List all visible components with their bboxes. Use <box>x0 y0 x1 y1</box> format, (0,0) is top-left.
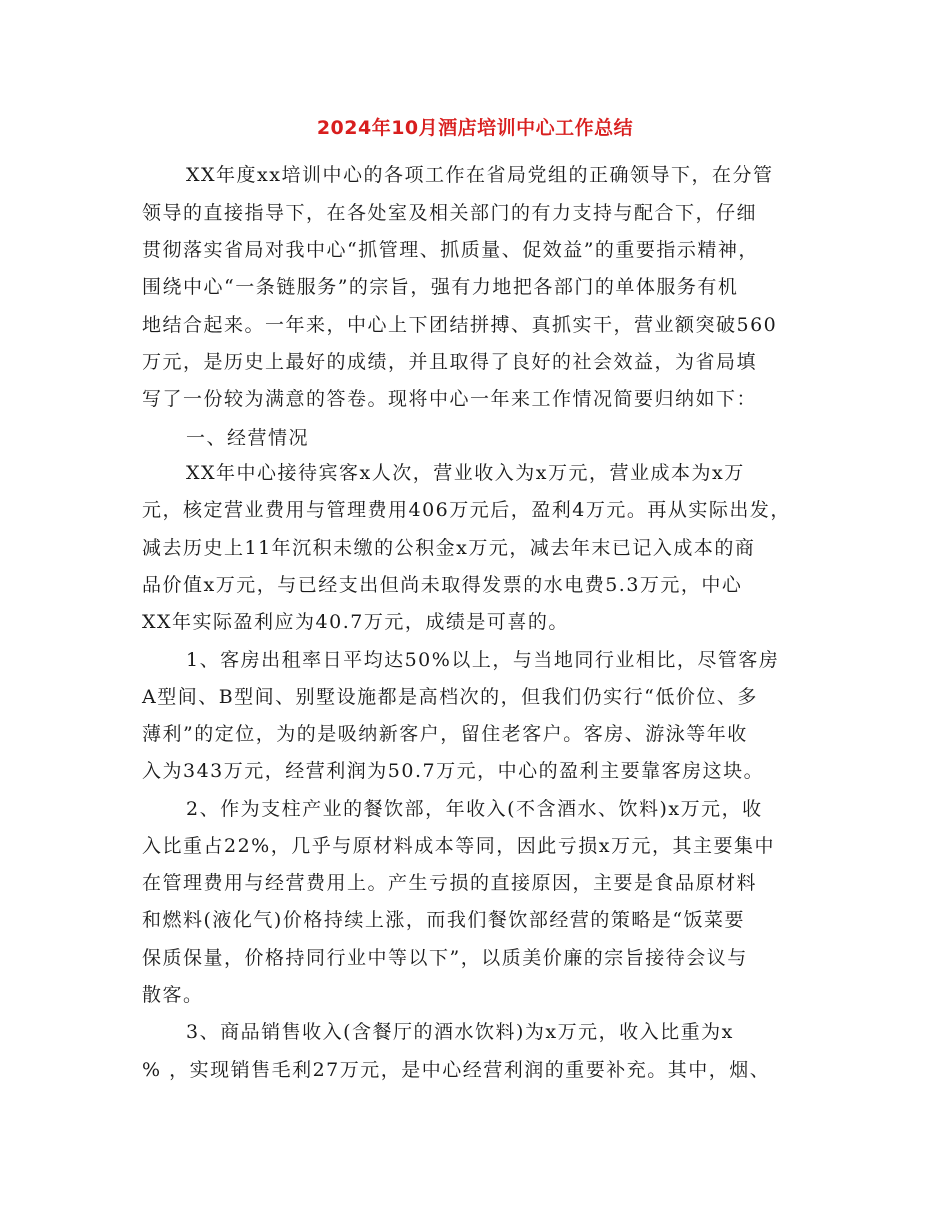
paragraph-line: 贯彻落实省局对我中心“抓管理、抓质量、促效益”的重要指示精神， <box>142 239 759 261</box>
paragraph-line: 薄利”的定位，为的是吸纳新客户，留住老客户。客房、游泳等年收 <box>142 723 748 745</box>
paragraph-line: 在管理费用与经营费用上。产生亏损的直接原因，主要是食品原材料 <box>142 872 758 894</box>
paragraph-line: XX年实际盈利应为40.7万元，成绩是可喜的。 <box>142 611 569 633</box>
paragraph-line: % ，实现销售毛利27万元，是中心经营利润的重要补充。其中，烟、 <box>142 1059 771 1081</box>
paragraph-line: 万元，是历史上最好的成绩，并且取得了良好的社会效益，为省局填 <box>142 351 758 373</box>
paragraph-line: 3、商品销售收入(含餐厅的酒水饮料)为x万元，收入比重为x <box>186 1021 734 1043</box>
paragraph-line: 散客。 <box>142 984 204 1006</box>
paragraph-line: 元，核定营业费用与管理费用406万元后，盈利4万元。再从实际出发， <box>142 499 791 521</box>
paragraph-line: 入为343万元，经营利润为50.7万元，中心的盈利主要靠客房这块。 <box>142 760 765 782</box>
paragraph-line: 写了一份较为满意的答卷。现将中心一年来工作情况简要归纳如下： <box>142 388 758 410</box>
paragraph-line: 品价值x万元，与已经支出但尚未取得发票的水电费5.3万元，中心 <box>142 574 743 596</box>
paragraph-line: A型间、B型间、别墅设施都是高档次的，但我们仍实行“低价位、多 <box>142 686 758 708</box>
paragraph-line: 1、客房出租率日平均达50%以上，与当地同行业相比，尽管客房 <box>186 649 780 671</box>
paragraph-line: 领导的直接指导下，在各处室及相关部门的有力支持与配合下，仔细 <box>142 202 758 224</box>
paragraph-line: XX年中心接待宾客x人次，营业收入为x万元，营业成本为x万 <box>186 462 745 484</box>
paragraph-line: 2、作为支柱产业的餐饮部，年收入(不含酒水、饮料)x万元，收 <box>186 798 763 820</box>
paragraph-line: 地结合起来。一年来，中心上下团结拼搏、真抓实干，营业额突破560 <box>142 314 778 336</box>
paragraph-line: 围绕中心“一条链服务”的宗旨，强有力地把各部门的单体服务有机 <box>142 276 739 298</box>
paragraph-line: XX年度xx培训中心的各项工作在省局党组的正确领导下，在分管 <box>186 164 774 186</box>
paragraph-line: 保质保量，价格持同行业中等以下”，以质美价廉的宗旨接待会议与 <box>142 947 748 969</box>
paragraph-line: 和燃料(液化气)价格持续上涨，而我们餐饮部经营的策略是“饭菜要 <box>142 909 746 931</box>
paragraph-line: 入比重占22%，几乎与原材料成本等同，因此亏损x万元，其主要集中 <box>142 835 775 857</box>
paragraph-line: 减去历史上11年沉积未缴的公积金x万元，减去年末已记入成本的商 <box>142 537 756 559</box>
document-title: 2024年10月酒店培训中心工作总结 <box>316 117 634 139</box>
section-heading: 一、经营情况 <box>186 427 310 449</box>
